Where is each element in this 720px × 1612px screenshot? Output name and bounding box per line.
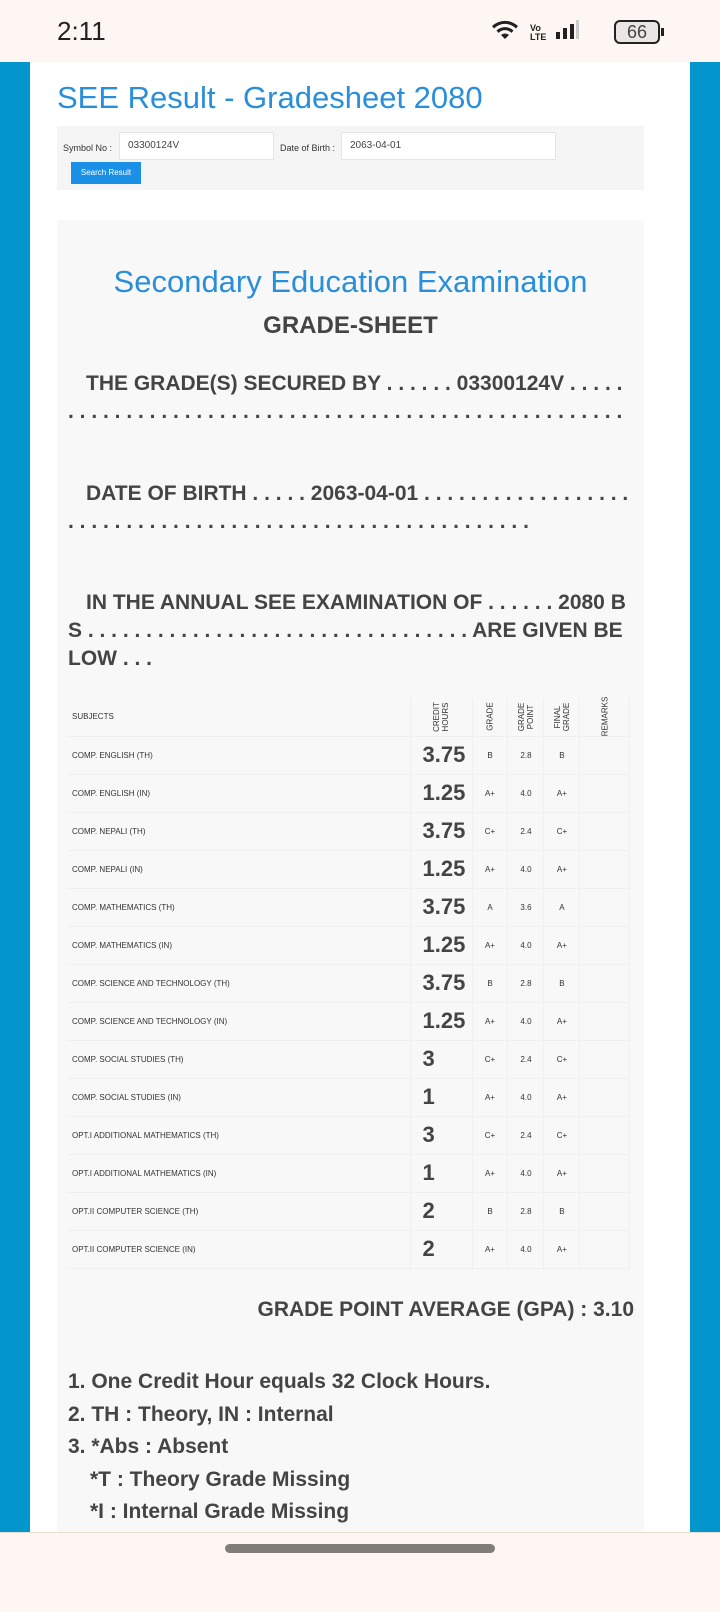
table-row [67, 926, 630, 964]
subject-cell: COMP. SCIENCE AND TECHNOLOGY (TH) [67, 964, 410, 1002]
final-grade-cell: C+ [544, 812, 580, 850]
final-grade-cell: A+ [544, 850, 580, 888]
grade-cell: C+ [472, 1116, 508, 1154]
grade-cell: A [472, 888, 508, 926]
subject-cell: OPT.II COMPUTER SCIENCE (TH) [67, 1192, 410, 1230]
notes [68, 1366, 490, 1529]
table-row [67, 1002, 630, 1040]
credit-hours-cell: 1.25 [410, 1002, 472, 1040]
grade-point-cell: 4.0 [508, 1002, 544, 1040]
note: *I : Internal Grade Missing [90, 1500, 350, 1523]
grade-point-cell: 4.0 [508, 1078, 544, 1116]
grade-point-cell: 2.4 [508, 812, 544, 850]
remarks-cell [580, 850, 630, 888]
final-grade-cell: B [544, 736, 580, 774]
column-header-label: CREDIT HOURS [432, 701, 450, 732]
table-row [67, 850, 630, 888]
grade-point-cell: 2.4 [508, 1116, 544, 1154]
remarks-cell [580, 736, 630, 774]
credit-hours-cell: 3.75 [410, 812, 472, 850]
secured-by-text: THE GRADE(S) SECURED BY . . . . . . 03300124V . . . . . . . . . . . . . . . . . . . . . . . . . . . . . . . . . . . . . . . . . . . . . . . . . . . . . [68, 372, 623, 423]
credit-hours-cell: 3 [410, 1040, 472, 1078]
remarks-cell [580, 1192, 630, 1230]
grade-cell: A+ [472, 774, 508, 812]
final-grade-cell: A+ [544, 1154, 580, 1192]
remarks-cell [580, 1154, 630, 1192]
final-grade-cell: A+ [544, 926, 580, 964]
note: 1. One Credit Hour equals 32 Clock Hours. [68, 1370, 491, 1393]
subject-cell: OPT.I ADDITIONAL MATHEMATICS (IN) [67, 1154, 410, 1192]
exam-heading: Secondary Education Examination [113, 264, 588, 299]
final-grade-cell: A+ [544, 774, 580, 812]
subject-cell: OPT.I ADDITIONAL MATHEMATICS (TH) [67, 1116, 410, 1154]
battery-icon: 66 [614, 20, 660, 44]
credit-hours-cell: 3.75 [410, 964, 472, 1002]
volte-icon: Vo LTE [530, 22, 547, 42]
dob-text: DATE OF BIRTH . . . . . 2063-04-01 . . . . . . . . . . . . . . . . . . . . . . . . . . . . . . . . . . . . . . . . . . . . . . . . . . . . . . . . . . [68, 482, 629, 533]
grade-point-cell: 4.0 [508, 850, 544, 888]
column-header-label: FINAL GRADE [552, 702, 571, 731]
grade-point-cell: 4.0 [508, 774, 544, 812]
table-row [67, 774, 630, 812]
credit-hours-cell: 2 [410, 1230, 472, 1268]
home-gesture-handle[interactable] [225, 1544, 495, 1553]
clock: 2:11 [57, 16, 106, 46]
navigation-bar [0, 1532, 720, 1612]
grade-point-cell: 4.0 [508, 1230, 544, 1268]
credit-hours-cell: 3.75 [410, 736, 472, 774]
grade-point-cell: 2.8 [508, 1192, 544, 1230]
table-row [67, 1230, 630, 1268]
grade-cell: B [472, 964, 508, 1002]
subject-cell: COMP. NEPALI (TH) [67, 812, 410, 850]
subject-cell: COMP. ENGLISH (TH) [67, 736, 410, 774]
subject-cell: COMP. MATHEMATICS (IN) [67, 926, 410, 964]
credit-hours-cell: 1 [410, 1078, 472, 1116]
column-header-label: REMARKS [600, 696, 610, 737]
remarks-cell [580, 964, 630, 1002]
grade-cell: B [472, 736, 508, 774]
final-grade-cell: A+ [544, 1078, 580, 1116]
dob-input[interactable]: 2063-04-01 [341, 132, 556, 160]
final-grade-cell: C+ [544, 1116, 580, 1154]
remarks-cell [580, 1078, 630, 1116]
gradesheet-card [57, 220, 644, 1532]
final-grade-cell: B [544, 1192, 580, 1230]
credit-hours-cell: 1.25 [410, 774, 472, 812]
remarks-cell [580, 926, 630, 964]
column-header [580, 698, 630, 736]
page-content [30, 62, 690, 1532]
signal-icon [554, 20, 580, 45]
grade-point-cell: 3.6 [508, 888, 544, 926]
remarks-cell [580, 1116, 630, 1154]
credit-hours-cell: 1.25 [410, 850, 472, 888]
search-result-button[interactable]: Search Result [71, 162, 141, 184]
grade-cell: A+ [472, 1078, 508, 1116]
grade-cell: C+ [472, 812, 508, 850]
column-header [410, 698, 472, 736]
credit-hours-cell: 3 [410, 1116, 472, 1154]
gpa-text: GRADE POINT AVERAGE (GPA) : 3.10 [257, 1298, 634, 1321]
table-row [67, 812, 630, 850]
column-header [508, 698, 544, 736]
wifi-icon [490, 18, 520, 47]
remarks-cell [580, 1230, 630, 1268]
column-header [472, 698, 508, 736]
subject-cell: COMP. ENGLISH (IN) [67, 774, 410, 812]
grade-cell: A+ [472, 1002, 508, 1040]
remarks-cell [580, 888, 630, 926]
column-header-label: GRADE [485, 702, 495, 731]
remarks-cell [580, 1040, 630, 1078]
gradesheet-heading: GRADE-SHEET [263, 312, 438, 339]
symbol-label: Symbol No : [63, 143, 113, 153]
search-form [57, 126, 644, 190]
grade-cell: A+ [472, 1230, 508, 1268]
credit-hours-cell: 1.25 [410, 926, 472, 964]
table-row [67, 964, 630, 1002]
subject-cell: OPT.II COMPUTER SCIENCE (IN) [67, 1230, 410, 1268]
subject-cell: COMP. NEPALI (IN) [67, 850, 410, 888]
grade-cell: B [472, 1192, 508, 1230]
grade-cell: A+ [472, 850, 508, 888]
table-row [67, 888, 630, 926]
table-row [67, 1078, 630, 1116]
final-grade-cell: A [544, 888, 580, 926]
table-row [67, 1040, 630, 1078]
table-row [67, 1192, 630, 1230]
subject-cell: COMP. SOCIAL STUDIES (TH) [67, 1040, 410, 1078]
note: 3. *Abs : Absent [68, 1435, 229, 1458]
credit-hours-cell: 3.75 [410, 888, 472, 926]
remarks-cell [580, 1002, 630, 1040]
credit-hours-cell: 2 [410, 1192, 472, 1230]
grade-point-cell: 2.4 [508, 1040, 544, 1078]
subject-cell: COMP. MATHEMATICS (TH) [67, 888, 410, 926]
page-title: SEE Result - Gradesheet 2080 [57, 80, 483, 115]
grade-cell: C+ [472, 1040, 508, 1078]
remarks-cell [580, 812, 630, 850]
note: *T : Theory Grade Missing [90, 1467, 351, 1491]
status-bar [0, 0, 720, 62]
final-grade-cell: B [544, 964, 580, 1002]
subject-cell: COMP. SCIENCE AND TECHNOLOGY (IN) [67, 1002, 410, 1040]
credit-hours-cell: 1 [410, 1154, 472, 1192]
final-grade-cell: A+ [544, 1002, 580, 1040]
grade-point-cell: 2.8 [508, 964, 544, 1002]
grade-cell: A+ [472, 926, 508, 964]
column-header [544, 698, 580, 736]
table-row [67, 1116, 630, 1154]
grade-cell: A+ [472, 1154, 508, 1192]
table-row [67, 1154, 630, 1192]
column-header-label: GRADE POINT [516, 702, 535, 731]
grades-table [67, 698, 630, 1269]
grade-point-cell: 2.8 [508, 736, 544, 774]
symbol-input[interactable]: 03300124V [119, 132, 274, 160]
dob-label: Date of Birth : [280, 143, 336, 153]
final-grade-cell: A+ [544, 1230, 580, 1268]
column-header: SUBJECTS [67, 698, 410, 736]
note: 2. TH : Theory, IN : Internal [68, 1402, 334, 1426]
subject-cell: COMP. SOCIAL STUDIES (IN) [67, 1078, 410, 1116]
grade-point-cell: 4.0 [508, 926, 544, 964]
grade-point-cell: 4.0 [508, 1154, 544, 1192]
remarks-cell [580, 774, 630, 812]
exam-text: IN THE ANNUAL SEE EXAMINATION OF . . . . . . 2080 BS . . . . . . . . . . . . . . . . . . . . . . . . . . . . . . . . . ARE GIVEN BELOW . . . [68, 591, 626, 670]
final-grade-cell: C+ [544, 1040, 580, 1078]
table-row [67, 736, 630, 774]
